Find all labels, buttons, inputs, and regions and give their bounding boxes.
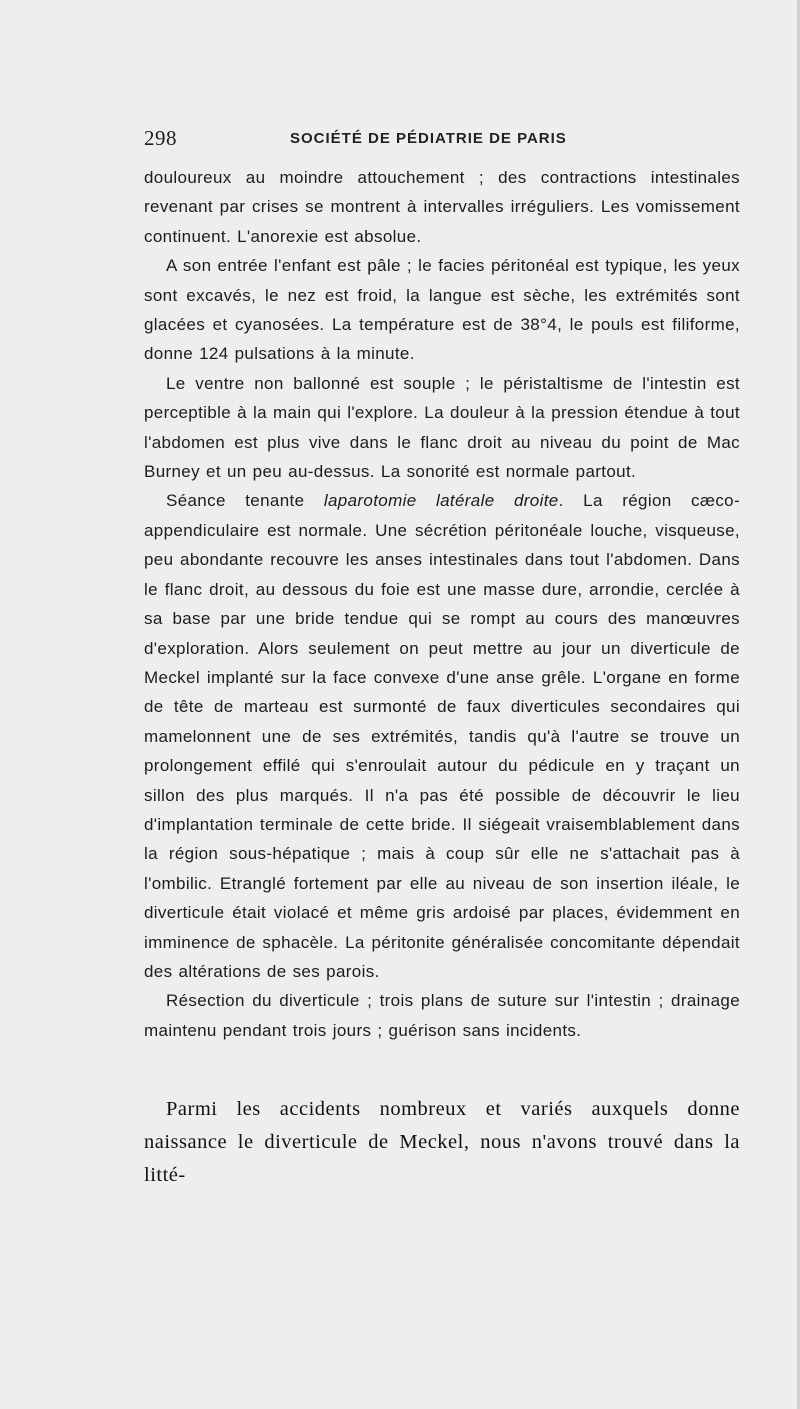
operation-findings: . La région cæco-appendiculaire est normale. Une sécrétion péritonéale louche, visqueuse, peu abondante recouvre les anses intestinales dans tout l'abdomen. Dans le flanc droit, au dessous du foie est une masse dure, arrondie, cerclée à sa base par une bride tendue qui se rompt au cours des manœuvres d'exploration. Alors seulement on peut mettre au jour un diverticule de Meckel implanté sur la face convexe d'une anse grêle. L'organe en forme de tête de marteau est surmonté de faux diverticules secondaires qui mamelonnent une de ses extrémités, tandis qu'à l'autre se trouve un prolongement effilé qui s'enroulait autour du pédicule en y traçant un sillon des plus marqués. Il n'a pas été possible de découvrir le lieu d'implantation terminale de cette bride. Il siégeait vraisemblablement dans la région sous-hépatique ; mais à coup sûr elle ne s'attachait pas à l'ombilic. Etranglé fortement par elle au niveau de son insertion iléale, le diverticule était violacé et même gris ardoisé par places, évidemment en imminence de sphacèle. La péritonite généralisée concomitante dépendait des altérations de ses parois. [144, 491, 740, 981]
operation-procedure: laparotomie latérale droite [323, 491, 559, 511]
running-head: SOCIÉTÉ DE PÉDIATRIE DE PARIS [290, 130, 567, 147]
paragraph-outcome: Résection du diverticule ; trois plans de suture sur l'intestin ; drainage maintenu pendant trois jours ; guérison sans incidents. [144, 991, 740, 1040]
paragraph-operation [144, 486, 740, 986]
case-report-text [144, 163, 740, 1045]
page-header [144, 124, 740, 154]
paragraph-admission: A son entrée l'enfant est pâle ; le facies péritonéal est typique, les yeux sont excavés, le nez est froid, la langue est sèche, les extrémités sont glacées et cyanosées. La température est de 38°4, le pouls est filiforme, donne 124 pulsations à la minute. [144, 256, 740, 364]
paragraph-discussion: Parmi les accidents nombreux et variés auxquels donne naissance le diverticule de Meckel, nous n'avons trouvé dans la litté- [144, 1098, 740, 1186]
operation-intro: Séance tenante [166, 491, 324, 511]
paragraph-symptoms: douloureux au moindre attouchement ; des contractions intestinales revenant par crises se montrent à intervalles irréguliers. Les vomissement continuent. L'anorexie est absolue. [144, 168, 740, 246]
page-number: 298 [144, 126, 177, 150]
paragraph-abdomen-exam: Le ventre non ballonné est souple ; le péristaltisme de l'intestin est perceptible à la main qui l'explore. La douleur à la pression étendue à tout l'abdomen est plus vive dans le flanc droit au niveau du point de Mac Burney et un peu au-dessus. La sonorité est normale partout. [144, 373, 740, 482]
